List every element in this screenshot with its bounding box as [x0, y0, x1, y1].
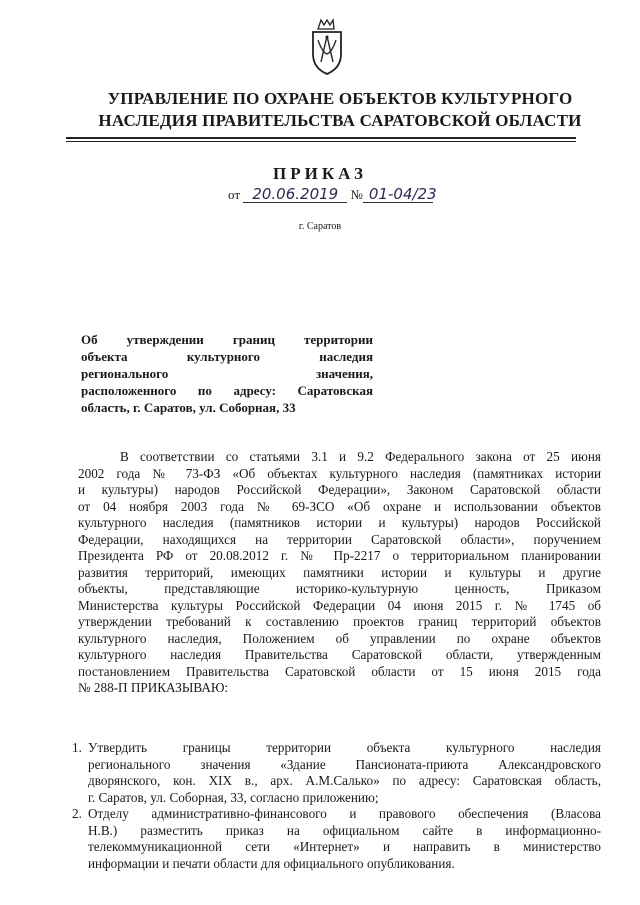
body-line: культурного наследия, Положением об управлении по охране объектов [78, 630, 601, 646]
item-number: 1. [72, 740, 82, 755]
body-line: Министерства культуры Российской Федерации 04 июня 2015 г. № 1745 об [78, 597, 601, 613]
order-item-1 [72, 740, 601, 806]
item-number: 2. [72, 806, 82, 821]
body-line: объекты, представляющие историко-культурную ценность, Приказом [78, 581, 601, 596]
body-line: постановлением Правительства Саратовской области от 15 июня 2015 года [78, 663, 601, 679]
header-divider-thick [66, 137, 576, 139]
item-line: регионального значения «Здание Пансионата-приюта Александровского [88, 756, 601, 772]
org-name-line-1: УПРАВЛЕНИЕ ПО ОХРАНЕ ОБЪЕКТОВ КУЛЬТУРНОГО [107, 89, 573, 108]
body-line: и культуры) народов Российской Федерации», Законом Саратовской области [78, 482, 601, 497]
subject-line: объекта культурного наследия [81, 349, 373, 364]
date-prefix: от [228, 187, 241, 202]
item-line: Н.В.) разместить приказ на официальном сайте в информационно- [88, 822, 601, 838]
item-line: телекоммуникационной сети «Интернет» и направить в министерство [88, 839, 601, 854]
body-line: культурного наследия (памятников истории и культуры) народов Российской [78, 515, 601, 530]
body-line: Федерации, находящихся на территории Саратовской области», поручением [78, 531, 601, 547]
order-number: 01-04/23 [363, 186, 433, 203]
item-line: Отделу административно-финансового и правового обеспечения (Власова [88, 806, 601, 821]
item-line: г. Саратов, ул. Соборная, 33, согласно приложению; [88, 789, 379, 805]
body-line: культурного наследия Правительства Саратовской области, утвержденным [78, 647, 601, 662]
date-number-line [228, 185, 437, 203]
order-subject [81, 331, 373, 416]
body-line: В соответствии со статьями 3.1 и 9.2 Федерального закона от 25 июня [120, 449, 601, 464]
subject-line: область, г. Саратов, ул. Соборная, 33 [81, 400, 296, 415]
city-name: г. Саратов [298, 221, 342, 232]
coat-of-arms-emblem [309, 18, 345, 76]
preamble-text [78, 449, 601, 697]
header-divider-thin [66, 141, 576, 142]
item-line: дворянского, кон. XIX в., арх. А.М.Салько» по адресу: Саратовская область, [88, 773, 601, 788]
subject-line: расположенного по адресу: Саратовская [81, 383, 373, 398]
body-line: 2002 года № 73-ФЗ «Об объектах культурного наследия (памятниках истории [78, 465, 601, 481]
subject-line: Об утверждении границ территории [81, 332, 373, 347]
item-line: Утвердить границы территории объекта культурного наследия [88, 740, 601, 755]
order-item-2 [72, 806, 601, 872]
body-line: от 04 ноября 2003 года № 69-ЗСО «Об охране и использовании объектов [78, 498, 601, 514]
organization-name [60, 88, 620, 132]
item-line: информации и печати области для официального опубликования. [88, 855, 455, 871]
document-type-title: ПРИКАЗ [273, 164, 367, 183]
body-line: Президента РФ от 20.08.2012 г. № Пр-2217 о территориальном планировании [78, 548, 601, 563]
body-line: развития территорий, имеющих памятники истории и культуры и другие [78, 564, 601, 580]
order-items-list [72, 740, 601, 872]
body-line: № 288-П ПРИКАЗЫВАЮ: [78, 680, 229, 695]
org-name-line-2: НАСЛЕДИЯ ПРАВИТЕЛЬСТВА САРАТОВСКОЙ ОБЛАСТИ [98, 111, 582, 130]
order-date: 20.06.2019 [243, 186, 347, 203]
number-prefix: № [350, 187, 363, 202]
subject-line: регионального значения, [81, 366, 373, 381]
body-line: утверждении требований к составлению проектов границ территорий объектов [78, 614, 601, 629]
